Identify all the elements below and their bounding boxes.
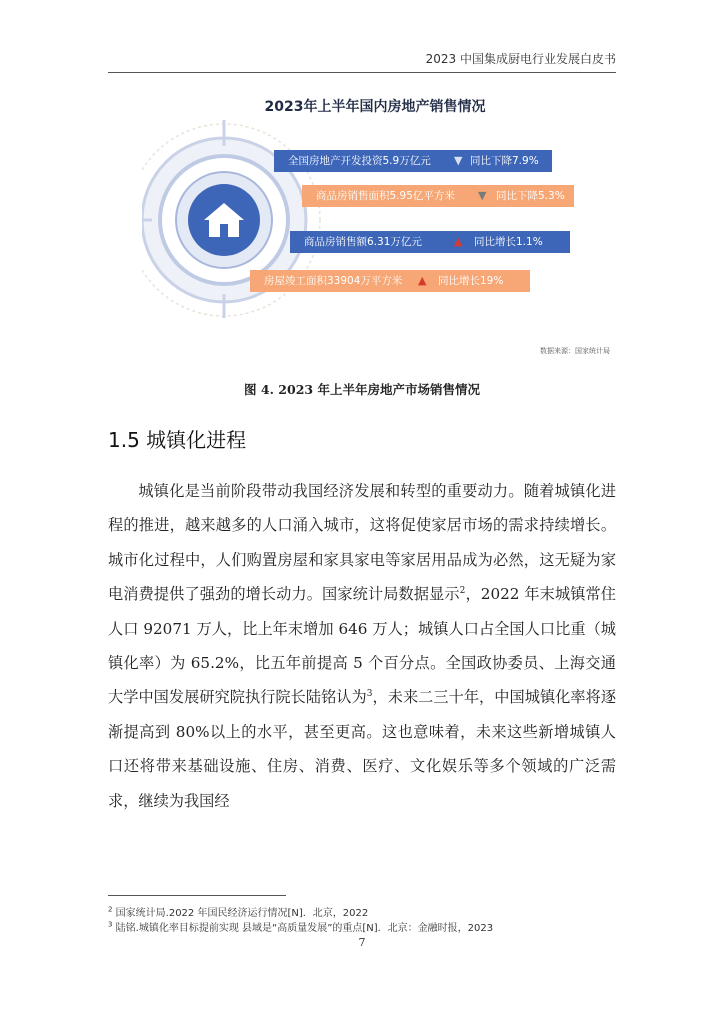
footnote-ref[interactable]: 2 [459, 586, 466, 597]
page-number: 7 [358, 936, 366, 949]
stat-bar-sales-amount [290, 231, 570, 253]
stat-change: 同比增长1.1% [474, 236, 543, 248]
footnote-text: 国家统计局.2022 年国民经济运行情况[N]．北京，2022 [115, 908, 369, 919]
stat-change: 同比增长19% [438, 275, 504, 287]
stat-label: 商品房销售面积5.95亿平方米 [316, 190, 455, 202]
stat-change: 同比下降7.9% [470, 155, 539, 167]
data-source-note: 数据来源：国家统计局 [540, 347, 610, 355]
up-arrow-icon: ▲ [418, 274, 427, 287]
stat-label: 房屋竣工面积33904万平方米 [264, 275, 403, 287]
stat-bar-sales-area [302, 185, 574, 207]
stat-label: 全国房地产开发投资5.9万亿元 [288, 155, 431, 167]
body-paragraph [108, 474, 616, 818]
real-estate-infographic [140, 88, 610, 370]
footnote-number: 2 [108, 905, 113, 914]
footnote-rule [108, 895, 286, 896]
footnote-text: 陆铭.城镇化率目标提前实现 县域是“高质量发展”的重点[N]．北京：金融时报，2023 [115, 923, 494, 934]
footnote-number: 3 [108, 920, 113, 929]
stat-change: 同比下降5.3% [496, 190, 565, 202]
up-arrow-icon: ▲ [454, 235, 463, 248]
section-title: 城镇化进程 [146, 428, 247, 452]
stat-bar-completed-area [250, 270, 530, 292]
figure-caption: 图 4. 2023 年上半年房地产市场销售情况 [244, 382, 480, 397]
paragraph-text: ，未来二三十年，中国城镇化率将逐渐提高到 80%以上的水平，甚至更高。这也意味着，未来这些新增城镇人口还将带来基础设施、住房、消费、医疗、文化娱乐等多个领域的广泛需求，继续为我国经 [108, 688, 617, 810]
section-number: 1.5 [108, 428, 140, 452]
header-rule [108, 72, 616, 73]
paragraph-text: ，2022 年末城镇常住人口 92071 万人，比上年末增加 646 万人；城镇人口占全国人口比重（城镇化率）为 65.2%，比五年前提高 5 个百分点。全国政协委员、上海交通大学中国发展研究院执行院长陆铭认为 [108, 585, 616, 707]
footnote [108, 919, 493, 934]
section-heading [108, 424, 246, 453]
infographic-title: 2023年上半年国内房地产销售情况 [264, 99, 486, 115]
stat-bar-investment [274, 150, 552, 172]
down-arrow-icon: ▼ [454, 154, 463, 167]
paragraph-text: 城镇化是当前阶段带动我国经济发展和转型的重要动力。随着城镇化进程的推进，越来越多的人口涌入城市，这将促使家居市场的需求持续增长。城市化过程中，人们购置房屋和家具家电等家居用品成为必然，这无疑为家电消费提供了强劲的增长动力。国家统计局数据显示 [108, 482, 616, 604]
down-arrow-icon: ▼ [478, 189, 487, 202]
stat-label: 商品房销售额6.31万亿元 [304, 236, 422, 248]
footnote-ref[interactable]: 3 [366, 689, 373, 700]
footnote [108, 904, 368, 919]
running-header: 2023 中国集成厨电行业发展白皮书 [425, 52, 616, 66]
house-icon [202, 200, 246, 240]
